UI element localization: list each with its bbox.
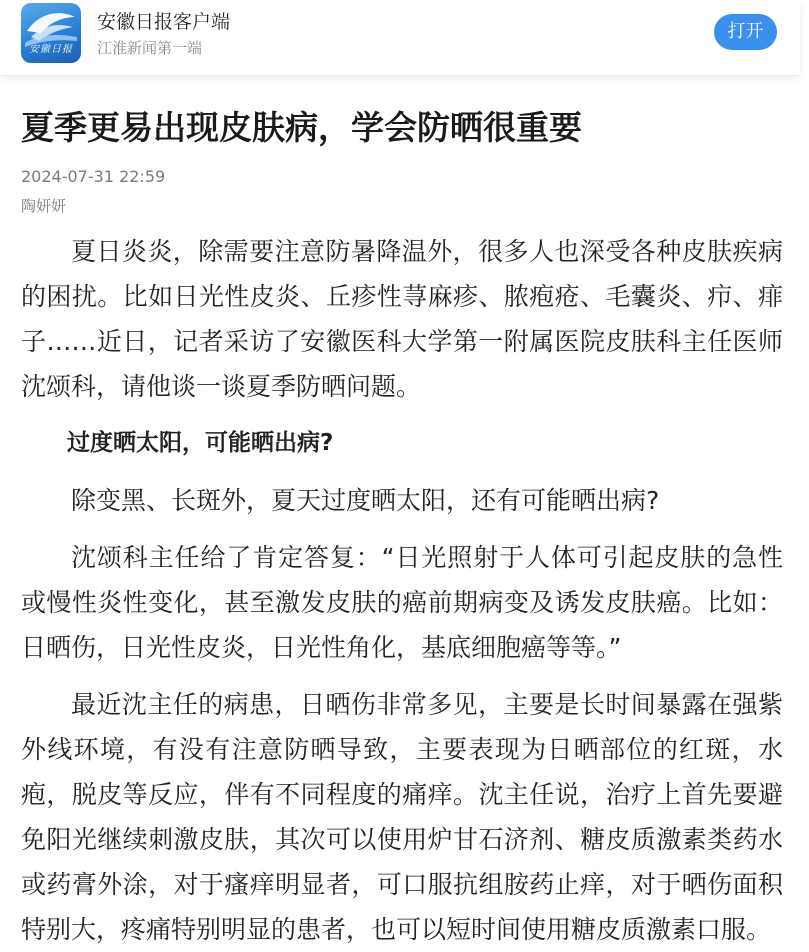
article-paragraph: 沈颂科主任给了肯定答复：“日光照射于人体可引起皮肤的急性或慢性炎性变化，甚至激发皮肤的癌前期病变及诱发皮肤癌。比如：日晒伤，日光性皮炎，日光性角化，基底细胞癌等等。” [21, 543, 783, 662]
open-app-button[interactable]: 打开 [714, 14, 777, 50]
app-download-banner [0, 0, 800, 76]
app-name: 安徽日报客户端 [97, 11, 231, 33]
article-paragraph: 最近沈主任的病患，日晒伤非常多见，主要是长时间暴露在强紫外线环境，有没有注意防晒导致，主要表现为日晒部位的红斑，水疱，脱皮等反应，伴有不同程度的痛痒。沈主任说，治疗上首先要避免阳光继续刺激皮肤，其次可以使用炉甘石济剂、糖皮质激素类药水或药膏外涂，对于瘙痒明显者，可口服抗组胺药止痒，对于晒伤面积特别大，疼痛特别明显的患者，也可以短时间使用糖皮质激素口服。 [21, 690, 783, 944]
article-date: 2024-07-31 22:59 [21, 167, 166, 186]
logo-text: 安徽日报 [29, 44, 73, 55]
app-logo-icon[interactable] [21, 3, 81, 63]
app-slogan: 江淮新闻第一端 [97, 39, 203, 57]
article-title: 夏季更易出现皮肤病，学会防晒很重要 [21, 108, 582, 147]
article-paragraph: 夏日炎炎，除需要注意防暑降温外，很多人也深受各种皮肤疾病的困扰。比如日光性皮炎、丘疹性荨麻疹、脓疱疮、毛囊炎、疖、痱子……近日，记者采访了安徽医科大学第一附属医院皮肤科主任医师沈颂科，请他谈一谈夏季防晒问题。 [21, 237, 783, 401]
article [21, 75, 783, 952]
article-paragraph: 除变黑、长斑外，夏天过度晒太阳，还有可能晒出病? [71, 486, 660, 515]
article-subheading: 过度晒太阳，可能晒出病? [67, 430, 334, 456]
article-author: 陶妍妍 [21, 197, 67, 215]
